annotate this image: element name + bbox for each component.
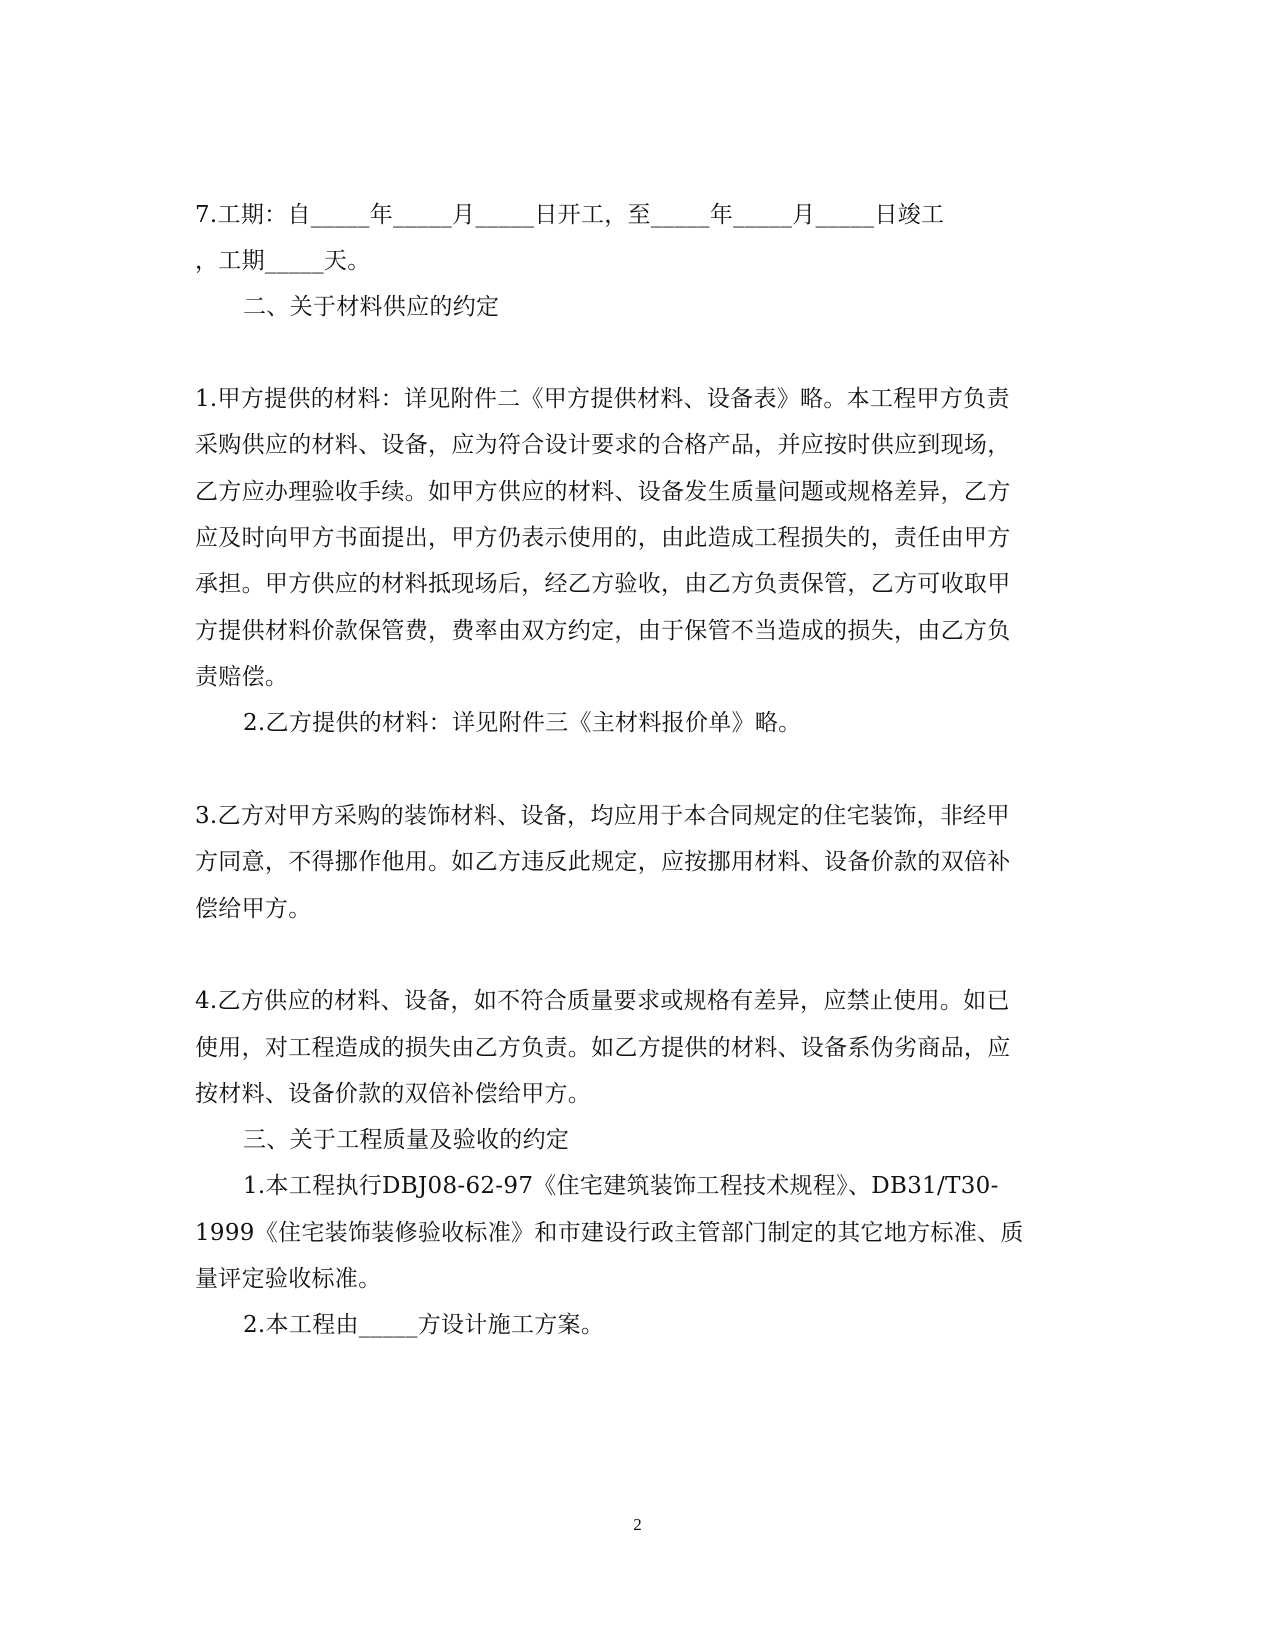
paragraph-line: ，工期_____天。 xyxy=(195,248,371,274)
paragraph-line: 乙方应办理验收手续。如甲方供应的材料、设备发生质量问题或规格差异，乙方 xyxy=(195,479,1011,505)
paragraph-line: 按材料、设备价款的双倍补偿给甲方。 xyxy=(195,1081,592,1107)
paragraph-line: 承担。甲方供应的材料抵现场后，经乙方验收，由乙方负责保管，乙方可收取甲 xyxy=(195,571,1011,597)
paragraph-line: 方提供材料价款保管费，费率由双方约定，由于保管不当造成的损失，由乙方负 xyxy=(195,618,1011,644)
paragraph-line: 使用，对工程造成的损失由乙方负责。如乙方提供的材料、设备系伪劣商品，应 xyxy=(195,1035,1011,1061)
paragraph-line: 量评定验收标准。 xyxy=(195,1266,382,1292)
paragraph-line: 2.本工程由_____方设计施工方案。 xyxy=(243,1312,605,1338)
paragraph-line: 3.乙方对甲方采购的装饰材料、设备，均应用于本合同规定的住宅装饰，非经甲 xyxy=(195,803,1010,829)
paragraph-line: 方同意，不得挪作他用。如乙方违反此规定，应按挪用材料、设备价款的双倍补 xyxy=(195,849,1011,875)
paragraph-line: 1.甲方提供的材料：详见附件二《甲方提供材料、设备表》略。本工程甲方负责 xyxy=(195,386,1010,412)
paragraph-line: 7.工期：自_____年_____月_____日开工，至_____年_____月_____日竣工 xyxy=(195,202,945,228)
paragraph-line: 偿给甲方。 xyxy=(195,896,312,922)
paragraph-line: 4.乙方供应的材料、设备，如不符合质量要求或规格有差异，应禁止使用。如已 xyxy=(195,988,1010,1014)
section-heading: 三、关于工程质量及验收的约定 xyxy=(243,1127,570,1153)
paragraph-line: 应及时向甲方书面提出，甲方仍表示使用的，由此造成工程损失的，责任由甲方 xyxy=(195,525,1011,551)
paragraph-line: 责赔偿。 xyxy=(195,664,289,690)
page-number: 2 xyxy=(633,1515,642,1534)
paragraph-line: 2.乙方提供的材料：详见附件三《主材料报价单》略。 xyxy=(243,710,802,736)
section-heading: 二、关于材料供应的约定 xyxy=(243,294,500,320)
paragraph-line: 1.本工程执行DBJ08-62-97《住宅建筑装饰工程技术规程》、DB31/T30- xyxy=(243,1173,999,1199)
paragraph-line: 1999《住宅装饰装修验收标准》和市建设行政主管部门制定的其它地方标准、质 xyxy=(195,1220,1024,1246)
paragraph-line: 采购供应的材料、设备，应为符合设计要求的合格产品，并应按时供应到现场， xyxy=(195,432,1011,458)
